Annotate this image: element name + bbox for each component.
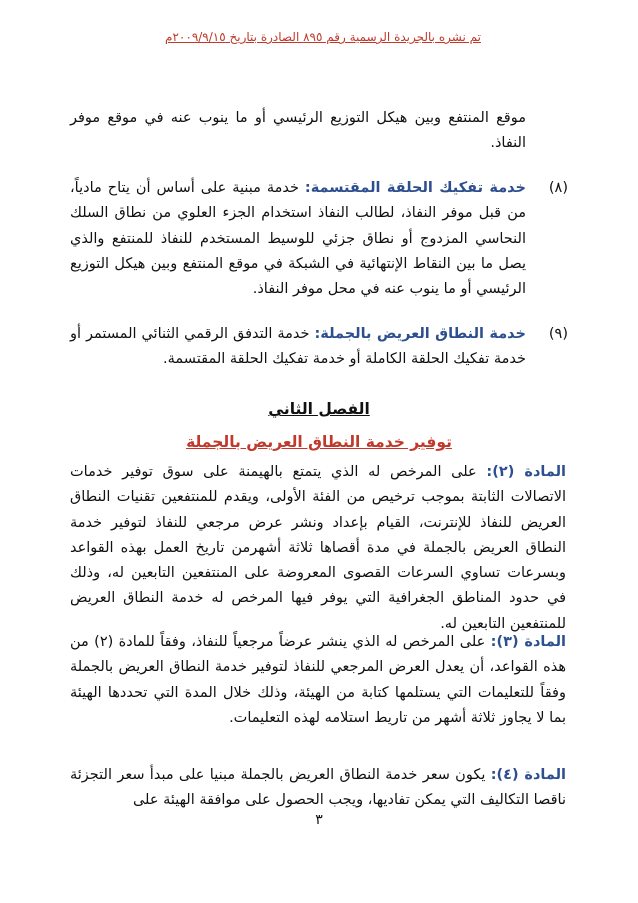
article-4-text: يكون سعر خدمة النطاق العريض بالجملة مبنيا على مبدأ سعر التجزئة ناقصا التكاليف التي يمكن تفاديها، ويجب الحصول على موافقة الهيئة على (70, 767, 566, 809)
item-8-paragraph (70, 176, 526, 302)
article-3-text: على المرخص له الذي ينشر عرضاً مرجعياً للنفاذ، وفقاً للمادة (٢) من هذه القواعد، أن يعدل العرض المرجعي للنفاذ لتوفير خدمة النطاق العريض بالجملة وفقاً للتعليمات التي يستلمها كتابة من الهيئة، وذلك خلال المدة التي تحددها الهيئة بما لا يجاوز ثلاثة أشهر من تاريط استلامه لهذه التعليمات. (70, 634, 566, 726)
article-3-label: المادة (٣): (490, 634, 566, 650)
item-9-paragraph (70, 322, 526, 373)
chapter-title: الفصل الثاني (268, 400, 370, 418)
item-9-number: (٩) (548, 326, 568, 342)
page-number: ٣ (315, 812, 323, 828)
chapter-subtitle-wrap (0, 432, 638, 451)
item-9-text: خدمة التدفق الرقمي الثنائي المستمر أو خدمة تفكيك الحلقة الكاملة أو خدمة تفكيك الحلقة المقتسمة. (70, 326, 526, 368)
article-3-paragraph (70, 630, 566, 731)
item-8-text: خدمة مبنية على أساس أن يتاح مادياً، من قبل موفر النفاذ، لطالب النفاذ استخدام الجزء العلوي من نطاق السلك النحاسي المزدوج أو نطاق جزئي للوسيط المستخدم للنفاذ للمنتفع والذي يصل ما بين النقاط الإنتهائية في الشبكة في موقع المنتفع وبين هيكل التوزيع الرئيسي أو ما ينوب عنه في محل موفر النفاذ. (70, 180, 526, 298)
item-8-number: (٨) (548, 180, 568, 196)
chapter-title-wrap (0, 399, 638, 418)
article-4-paragraph (70, 763, 566, 814)
publication-header: تم نشره بالجريدة الرسمية رقم ٨٩٥ الصادرة بتاريخ ٢٠٠٩/٩/١٥م (165, 30, 481, 44)
article-4-label: المادة (٤): (490, 767, 566, 783)
item-9-term: خدمة النطاق العريض بالجملة: (314, 326, 527, 342)
article-2-text: على المرخص له الذي يتمتع بالهيمنة على سوق توفير خدمات الاتصالات الثابتة بموجب ترخيص من الفئة الأولى، ويقدم للمنتفعين تقنيات النطاق العريض للنفاذ للإنترنت، القيام بإعداد ونشر عرض مرجعي للنفاذ لتوفير خدمة النطاق العريض بالجملة في مدة أقصاها ثلاثة أشهرمن تاريخ العمل بهذه القواعد وبسرعات تساوي السرعات القصوى المعروضة على المنتفعين التابعين له، وذلك في حدود المناطق الجغرافية التي يوفر فيها المرخص له خدمة النطاق العريض للمنتفعين التابعين له. (70, 464, 566, 632)
item-8-term: خدمة تفكيك الحلقة المقتسمة: (304, 180, 526, 196)
article-2-label: المادة (٢): (486, 464, 567, 480)
continuation-paragraph: موقع المنتفع وبين هيكل التوزيع الرئيسي أو ما ينوب عنه في موقع موفر النفاذ. (70, 110, 526, 152)
chapter-subtitle: توفير خدمة النطاق العريض بالجملة (186, 433, 452, 451)
article-2-paragraph (70, 460, 566, 637)
